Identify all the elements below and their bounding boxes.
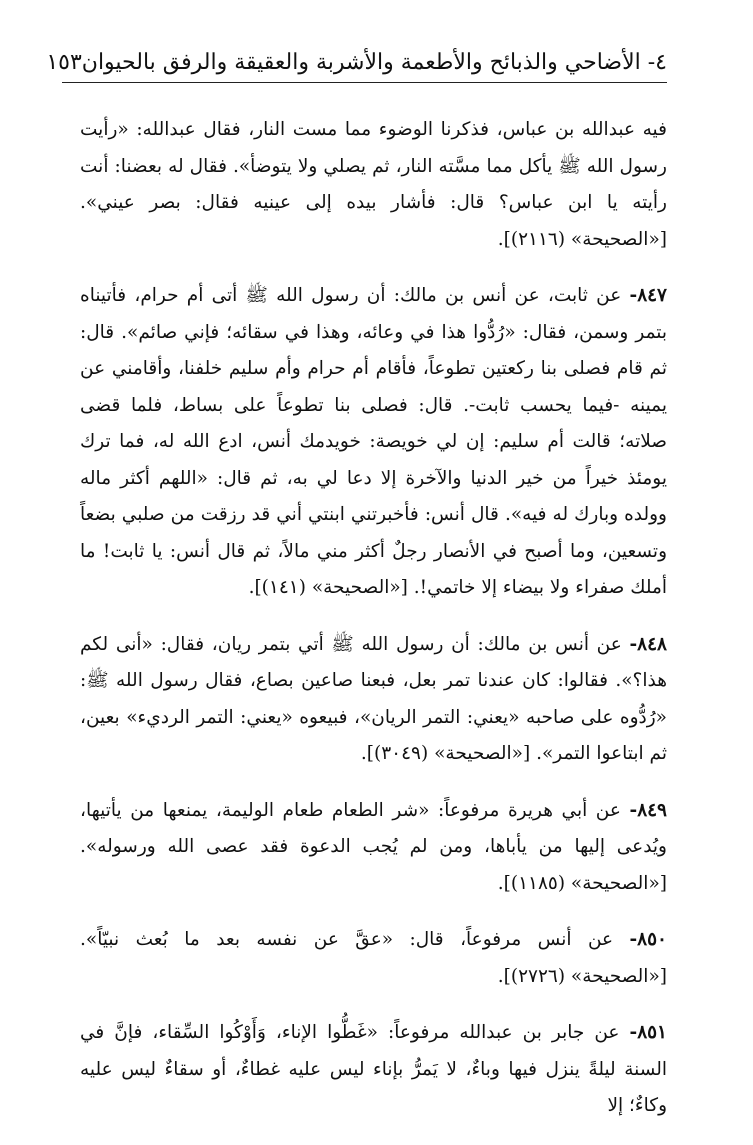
- hadith-text: عن أنس مرفوعاً، قال: «عقَّ عن نفسه بعد ما بُعث نبيّاً».: [80, 929, 614, 950]
- page-header: [46, 40, 667, 83]
- hadith-source: [«الصحيحة» (٣٠٤٩)].: [360, 743, 531, 764]
- hadith-paragraph: [80, 112, 667, 258]
- page-number: ١٥٣: [46, 50, 82, 75]
- hadith-paragraph: [80, 922, 667, 995]
- hadith-text: عن جابر بن عبدالله مرفوعاً: «غَطُّوا الإناء، وَأَوْكُوا السِّقاء، فإنَّ في السنة ليلةً ينزل فيها وباءٌ، لا يَمرُّ بإناء ليس عليه غطاءٌ، أو سقاءٌ ليس عليه وكاءٌ؛ إلا: [80, 1022, 667, 1116]
- hadith-paragraph: [80, 627, 667, 773]
- hadith-number: ٨٥٠-: [629, 929, 667, 950]
- hadith-text: عن أنس بن مالك: أن رسول الله ﷺ أتي بتمر ريان، فقال: «أنى لكم هذا؟». فقالوا: كان عندنا تمر بعل، فبعنا صاعين بصاع، فقال رسول الله ﷺ: «رُدُّوه على صاحبه «يعني: التمر الريان»، فبيعوه «يعني: التمر الرديء» بعين، ثم ابتاعوا التمر».: [80, 633, 667, 764]
- hadith-number: ٨٥١-: [629, 1022, 667, 1043]
- hadith-paragraph: [80, 1015, 667, 1125]
- hadith-paragraph: [80, 278, 667, 607]
- hadith-source: [«الصحيحة» (٢١١٦)].: [497, 228, 667, 250]
- chapter-title: ٤- الأضاحي والذبائح والأطعمة والأشربة والعقيقة والرفق بالحيوان: [81, 50, 667, 75]
- hadith-number: ٨٤٧-: [629, 285, 667, 306]
- hadith-source: [«الصحيحة» (٢٧٢٦)].: [497, 965, 667, 987]
- hadith-text: عن أبي هريرة مرفوعاً: «شر الطعام طعام الوليمة، يمنعها من يأتيها، ويُدعى إليها من يأباها، ومن لم يُجب الدعوة فقد عصى الله ورسوله».: [80, 799, 667, 857]
- hadith-number: ٨٤٨-: [629, 633, 667, 655]
- hadith-source: [«الصحيحة» (١١٨٥)].: [497, 872, 667, 894]
- hadith-text: عن ثابت، عن أنس بن مالك: أن رسول الله ﷺ أتى أم حرام، فأتيناه بتمر وسمن، فقال: «رُدُّوا هذا في وعائه، وهذا في سقائه؛ فإني صائم». قال: ثم قام فصلى بنا ركعتين تطوعاً، فأقام أم حرام وأم سليم خلفنا، وأقامني عن يمينه -فيما يحسب ثابت-. قال: فصلى بنا تطوعاً على بساط، فلما قضى صلاته؛ قالت أم سليم: إن لي خويصة: خويدمك أنس، ادع الله له، فما ترك يومئذ خيراً من خير الدنيا والآخرة إلا دعا لي به، ثم قال: «اللهم أكثر ماله وولده وبارك له فيه». قال أنس: فأخبرتني ابنتي أني قد رزقت من صلبي بضعاً وتسعين، وما أصبح في الأنصار رجلٌ أكثر مني مالاً، ثم قال أنس: يا ثابت! ما أملك صفراء ولا بيضاء إلا خاتمي!.: [80, 285, 667, 598]
- page-body: [80, 112, 667, 1145]
- hadith-number: ٨٤٩-: [629, 799, 667, 821]
- hadith-source: [«الصحيحة» (١٤١)].: [248, 577, 408, 598]
- hadith-paragraph: [80, 793, 667, 903]
- hadith-text: فيه عبدالله بن عباس، فذكرنا الوضوء مما مست النار، فقال عبدالله: «رأيت رسول الله ﷺ يأكل مما مسَّته النار، ثم يصلي ولا يتوضأ». فقال له بعضنا: أنت رأيته يا ابن عباس؟ قال: فأشار بيده إلى عينيه فقال: بصر عيني».: [80, 119, 667, 213]
